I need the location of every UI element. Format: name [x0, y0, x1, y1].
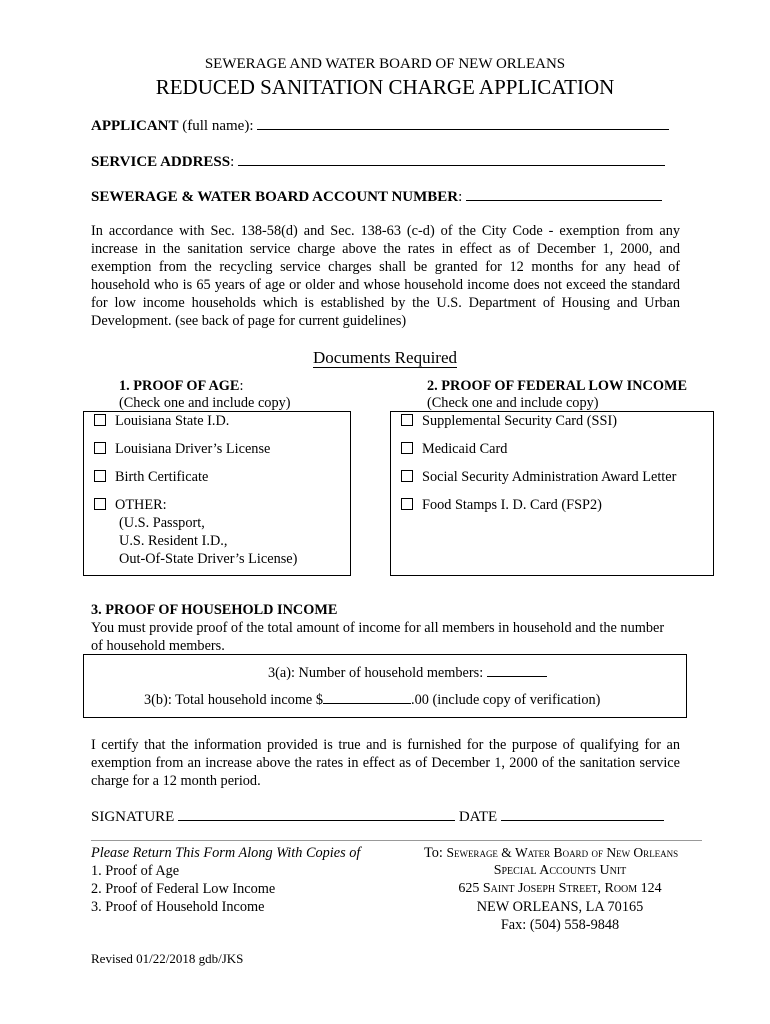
- mailing-recipient: To: Sewerage & Water Board of New Orleans: [424, 845, 679, 861]
- checkbox[interactable]: [94, 442, 106, 454]
- applicant-label: APPLICANT: [91, 118, 179, 134]
- checkbox[interactable]: [94, 498, 106, 510]
- checkbox[interactable]: [401, 442, 413, 454]
- household-members-label: 3(a): Number of household members:: [268, 665, 484, 681]
- account-number-input[interactable]: [466, 187, 662, 201]
- household-income-description: You must provide proof of the total amount of income for all members in household and the number of household members.: [91, 620, 665, 654]
- intro-paragraph: In accordance with Sec. 138-58(d) and Sec. 138-63 (c-d) of the City Code - exemption from any increase in the sanitation service charge above the rates in effect as of December 1, 2000, and exemption from the recycling service charges shall be granted for 12 months for any head of household who is 65 years of age or older and whose household income does not exceed the standard for low income households which is established by the U.S. Department of Housing and Urban Development. (see back of page for current guidelines): [91, 223, 680, 329]
- other-detail-passport: (U.S. Passport,: [119, 515, 205, 531]
- household-income-suffix: .00 (include copy of verification): [411, 692, 601, 708]
- checkbox[interactable]: [94, 470, 106, 482]
- revision-note: Revised 01/22/2018 gdb/JKS: [91, 951, 244, 966]
- proof-of-age-heading: 1. PROOF OF AGE:: [119, 378, 244, 394]
- checkbox[interactable]: [401, 470, 413, 482]
- household-income-label: 3(b): Total household income $: [144, 692, 324, 708]
- income-option-medicaid[interactable]: Medicaid Card: [401, 440, 507, 458]
- income-option-ssi[interactable]: Supplemental Security Card (SSI): [401, 412, 617, 430]
- checkbox[interactable]: [94, 414, 106, 426]
- checkbox[interactable]: [401, 498, 413, 510]
- return-instructions-heading: Please Return This Form Along With Copies of: [91, 845, 361, 861]
- service-address-row: SERVICE ADDRESS:: [91, 152, 665, 171]
- age-option-other[interactable]: OTHER:: [94, 496, 167, 514]
- proof-of-fed-income-heading: 2. PROOF OF FEDERAL LOW INCOME: [427, 378, 688, 394]
- proof-of-age-instruction: (Check one and include copy): [119, 395, 291, 411]
- household-members-row: [268, 663, 547, 682]
- applicant-hint: (full name):: [182, 118, 254, 134]
- applicant-field-row: [91, 116, 669, 135]
- household-income-input[interactable]: [323, 690, 411, 704]
- other-detail-resident-id: U.S. Resident I.D.,: [119, 533, 228, 549]
- account-number-row: SEWERAGE & WATER BOARD ACCOUNT NUMBER:: [91, 187, 662, 206]
- income-option-ssa-letter[interactable]: Social Security Administration Award Letter: [401, 468, 676, 486]
- certification-statement: I certify that the information provided is true and is furnished for the purpose of qualifying for an exemption from an increase above the rates in effect as of December 1, 2000 of the sanitation service charge for a 12 month period.: [91, 737, 680, 789]
- return-item-age: 1. Proof of Age: [91, 863, 180, 879]
- other-detail-out-of-state: Out-Of-State Driver’s License): [119, 551, 298, 567]
- proof-of-fed-income-instruction: (Check one and include copy): [427, 395, 599, 411]
- applicant-name-input[interactable]: [257, 116, 669, 130]
- org-name: SEWERAGE AND WATER BOARD OF NEW ORLEANS: [204, 56, 566, 72]
- household-members-input[interactable]: [487, 663, 547, 677]
- signature-input[interactable]: [178, 807, 455, 821]
- age-option-birth-certificate[interactable]: Birth Certificate: [94, 468, 208, 486]
- service-address-input[interactable]: [238, 152, 665, 166]
- signature-row: [91, 807, 664, 826]
- service-address-label: SERVICE ADDRESS: [91, 154, 231, 170]
- household-income-heading: 3. PROOF OF HOUSEHOLD INCOME: [91, 602, 338, 618]
- mailing-street: 625 Saint Joseph Street, Room 124: [458, 881, 662, 896]
- date-input[interactable]: [501, 807, 664, 821]
- form-title: REDUCED SANITATION CHARGE APPLICATION: [155, 75, 615, 99]
- income-option-food-stamps[interactable]: Food Stamps I. D. Card (FSP2): [401, 496, 602, 514]
- return-item-household-income: 3. Proof of Household Income: [91, 899, 265, 915]
- age-option-state-id[interactable]: Louisiana State I.D.: [94, 412, 229, 430]
- signature-label: SIGNATURE: [91, 809, 175, 825]
- mailing-unit: Special Accounts Unit: [493, 863, 627, 878]
- account-number-label: SEWERAGE & WATER BOARD ACCOUNT NUMBER: [91, 189, 459, 205]
- mailing-fax: Fax: (504) 558-9848: [500, 917, 620, 933]
- age-option-drivers-license[interactable]: Louisiana Driver’s License: [94, 440, 270, 458]
- section-divider: [91, 840, 702, 841]
- proof-of-fed-income-box: [390, 411, 714, 576]
- documents-required-heading: Documents Required: [313, 348, 457, 367]
- date-label: DATE: [458, 809, 498, 825]
- mailing-city: NEW ORLEANS, LA 70165: [476, 899, 644, 915]
- return-item-fed-income: 2. Proof of Federal Low Income: [91, 881, 276, 897]
- checkbox[interactable]: [401, 414, 413, 426]
- household-income-row: [144, 690, 600, 709]
